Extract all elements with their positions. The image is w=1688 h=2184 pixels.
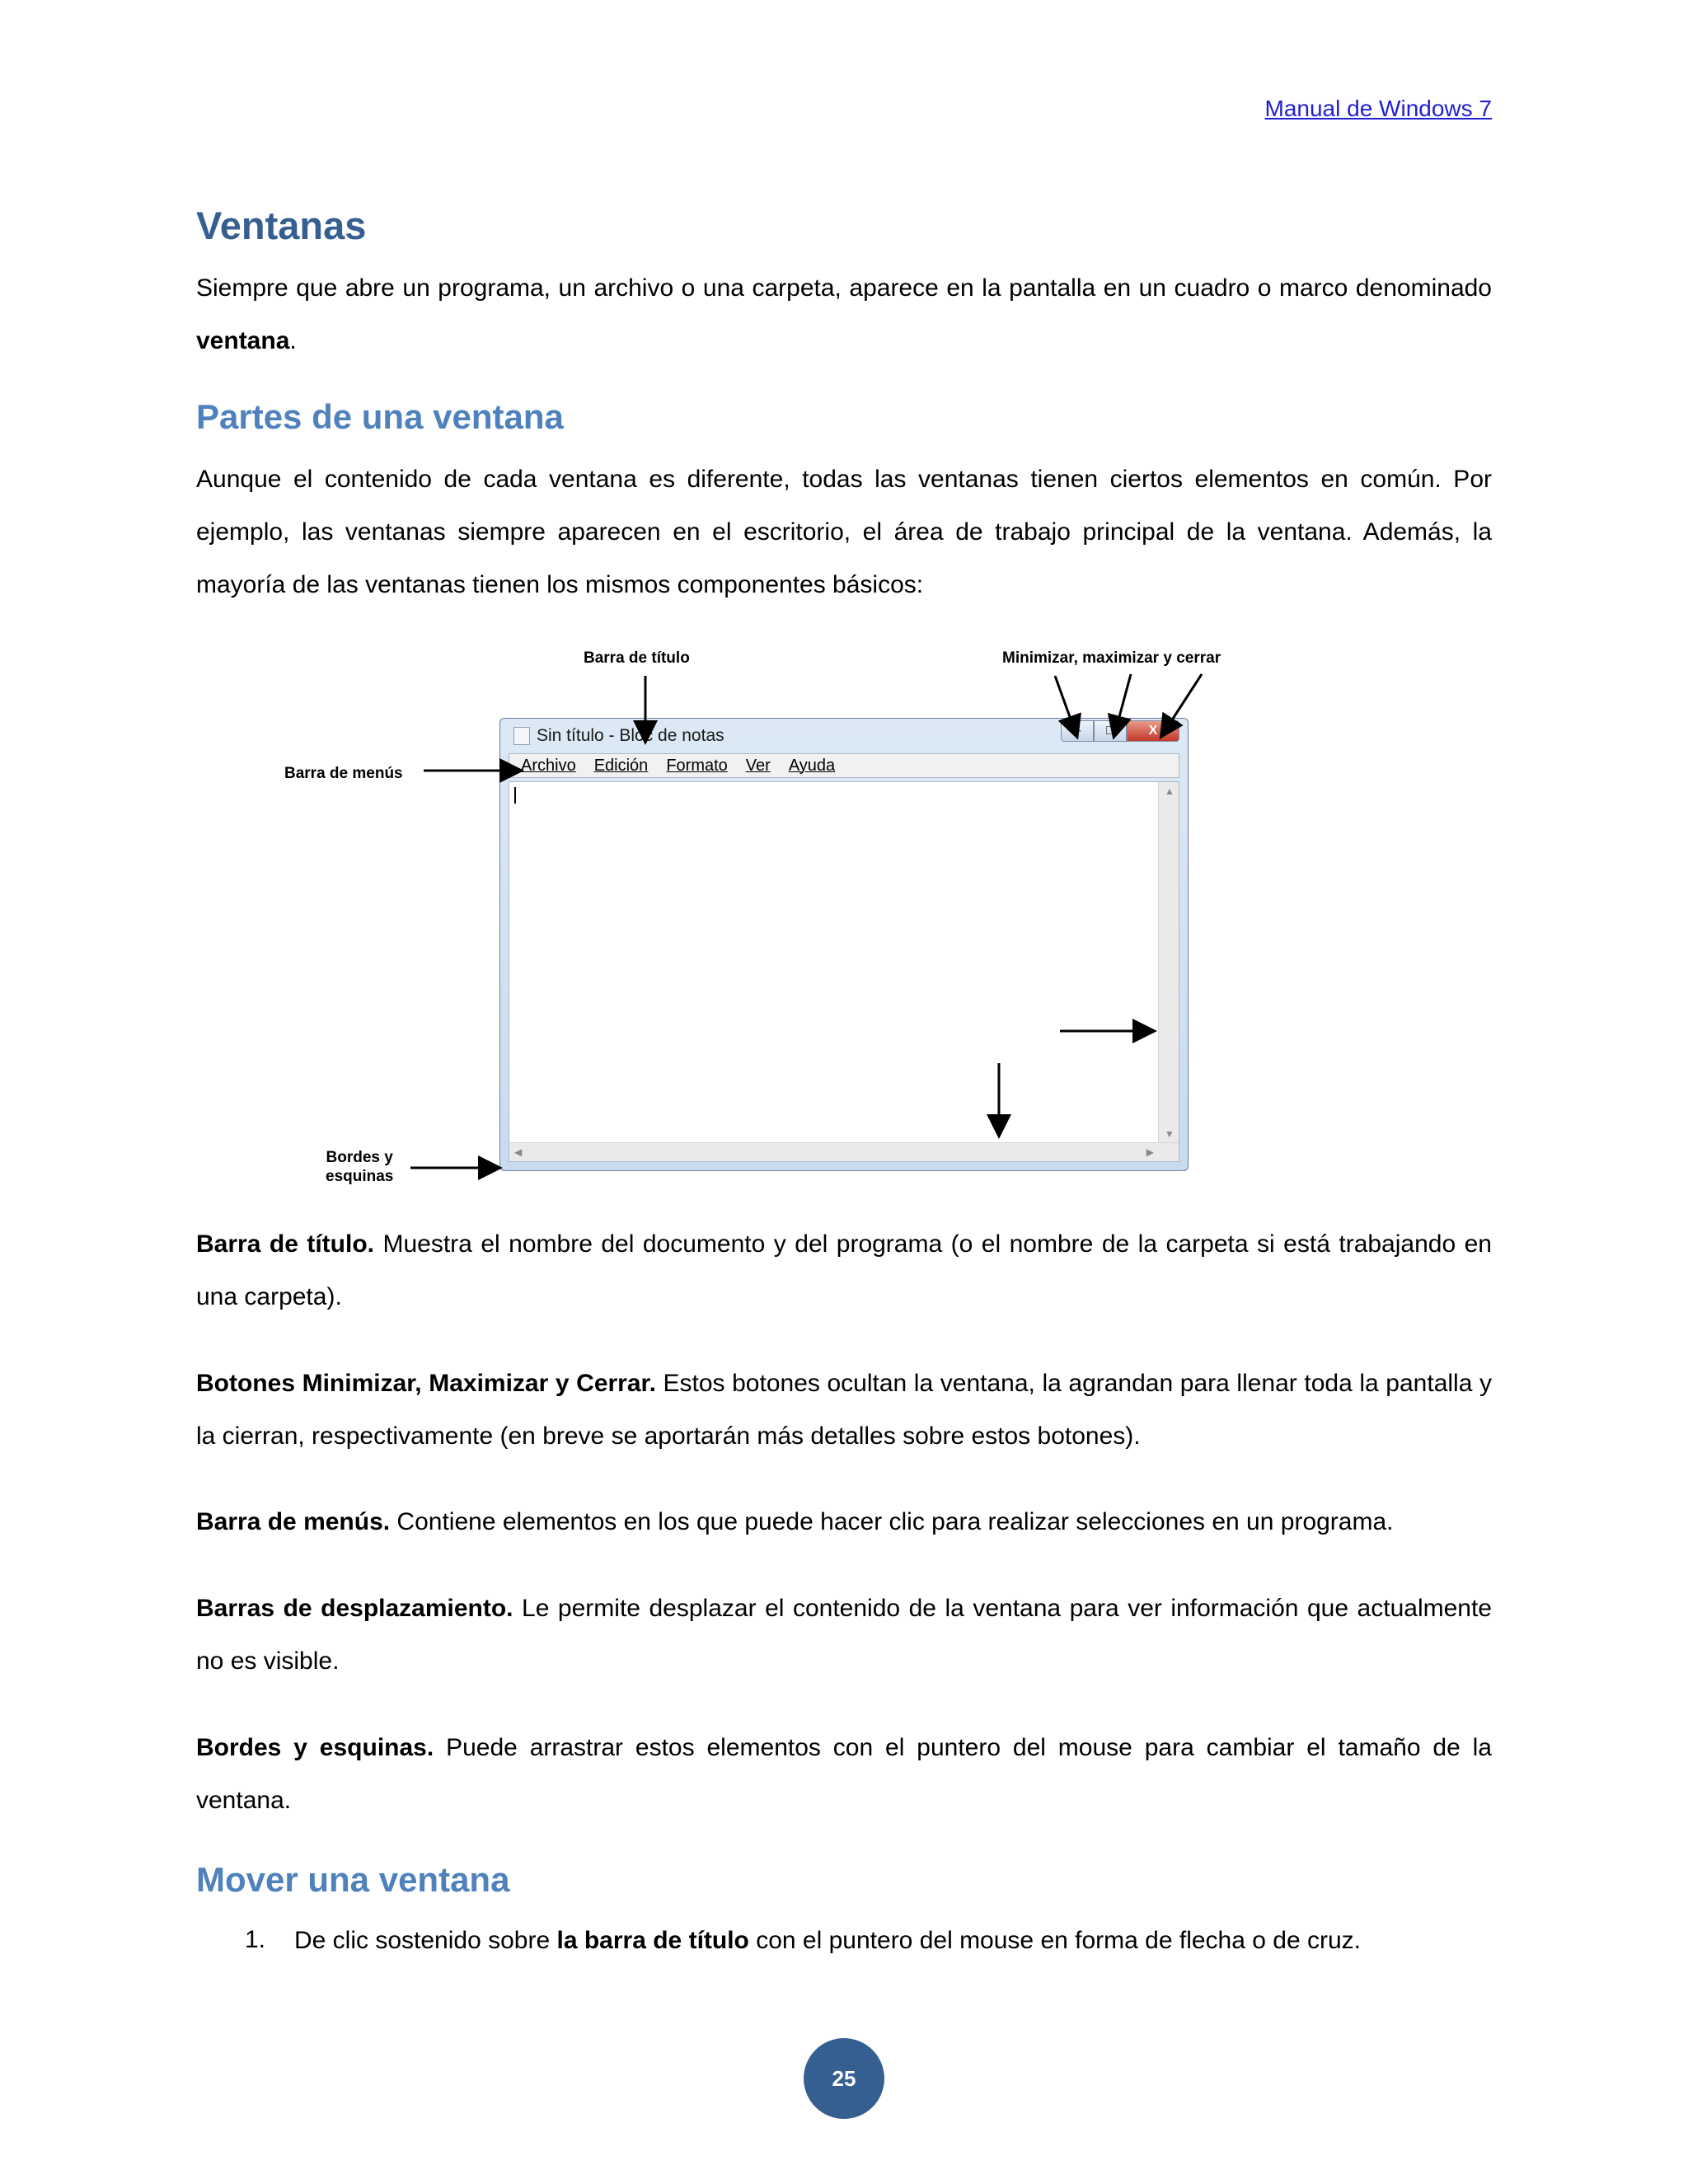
definition-text: Contiene elementos en los que puede hacer clic para realizar selecciones en un programa. — [390, 1508, 1394, 1535]
definition-title-bar — [196, 1218, 1492, 1324]
heading-ventanas: Ventanas — [196, 204, 367, 247]
step-text-end: con el puntero del mouse en forma de flecha o de cruz. — [748, 1927, 1361, 1954]
menu-edicion[interactable]: Edición — [593, 756, 649, 775]
callout-arrows — [196, 635, 1492, 1195]
callout-borders-line1: Bordes y — [326, 1149, 393, 1166]
callout-borders-line2: esquinas — [326, 1168, 394, 1185]
minimize-button[interactable]: – — [1061, 720, 1094, 742]
arrow-close — [1162, 674, 1202, 735]
paragraph-ventanas — [196, 262, 1492, 368]
paragraph-ventanas-end: . — [289, 327, 297, 354]
menu-formato[interactable]: Formato — [666, 756, 728, 775]
list-item-step — [294, 1915, 1492, 1967]
heading-mover: Mover una ventana — [196, 1860, 510, 1899]
arrow-minimize — [1055, 676, 1076, 735]
heading-partes: Partes de una ventana — [196, 397, 564, 436]
callout-min-max-close: Minimizar, maximizar y cerrar — [1002, 649, 1221, 667]
scroll-right-icon[interactable]: ▶ — [1146, 1146, 1154, 1158]
definition-text: Estos botones ocultan la ventana, la agrandan para llenar toda la pantalla y la cierran, respectivamente (en breve se aportarán más detalles sobre estos botones). — [196, 1370, 1492, 1450]
definition-term: Barra de menús. — [196, 1508, 391, 1535]
callout-menu-bar: Barra de menús — [284, 765, 403, 782]
callout-title-bar: Barra de título — [584, 649, 690, 667]
menu-ver[interactable]: Ver — [745, 756, 771, 775]
menu-archivo[interactable]: Archivo — [521, 756, 576, 775]
scroll-up-icon[interactable]: ▲ — [1165, 785, 1175, 797]
arrow-maximize — [1114, 674, 1131, 735]
definition-term: Barra de título. — [196, 1230, 374, 1258]
scroll-left-icon[interactable]: ◀ — [514, 1146, 523, 1158]
definition-scroll-bars — [196, 1582, 1492, 1688]
definition-text: Puede arrastrar estos elementos con el puntero del mouse para cambiar el tamaño de la ventana. — [196, 1734, 1492, 1814]
maximize-button[interactable]: □ — [1094, 720, 1127, 742]
definition-text: Le permite desplazar el contenido de la ventana para ver información que actualmente no es visible. — [196, 1595, 1492, 1675]
definition-term: Botones Minimizar, Maximizar y Cerrar. — [196, 1370, 656, 1397]
page-number-badge: 25 — [804, 2038, 884, 2119]
definition-borders — [196, 1722, 1492, 1827]
definition-term: Bordes y esquinas. — [196, 1734, 434, 1761]
window-parts-figure — [196, 635, 1492, 1195]
manual-header-link[interactable]: Manual de Windows 7 — [1264, 96, 1492, 121]
close-button[interactable]: X — [1127, 720, 1179, 742]
definition-term: Barras de desplazamiento. — [196, 1595, 513, 1622]
paragraph-partes: Aunque el contenido de cada ventana es diferente, todas las ventanas tienen ciertos elementos en común. Por ejemplo, las ventanas siempre aparecen en el escritorio, el área de trabajo principal de la ventana. Además, la mayoría de las ventanas tienen los mismos componentes básicos: — [196, 466, 1492, 598]
paragraph-ventanas-bold: ventana — [196, 327, 290, 354]
definition-menu-bar — [196, 1496, 1492, 1549]
definition-buttons — [196, 1357, 1492, 1463]
window-title-text: Sin título - Bloc de notas — [537, 726, 724, 745]
step-text: De clic sostenido sobre — [294, 1927, 557, 1954]
paragraph-ventanas-text: Siempre que abre un programa, un archivo o una carpeta, aparece en la pantalla en un cuadro o marco denominado — [196, 274, 1492, 302]
list-item-number: 1. — [245, 1926, 266, 1953]
scroll-down-icon[interactable]: ▼ — [1165, 1128, 1175, 1140]
step-bold: la barra de título — [556, 1927, 749, 1954]
definition-text: Muestra el nombre del documento y del programa (o el nombre de la carpeta si está trabajando en una carpeta). — [196, 1230, 1492, 1310]
menu-ayuda[interactable]: Ayuda — [788, 756, 836, 775]
